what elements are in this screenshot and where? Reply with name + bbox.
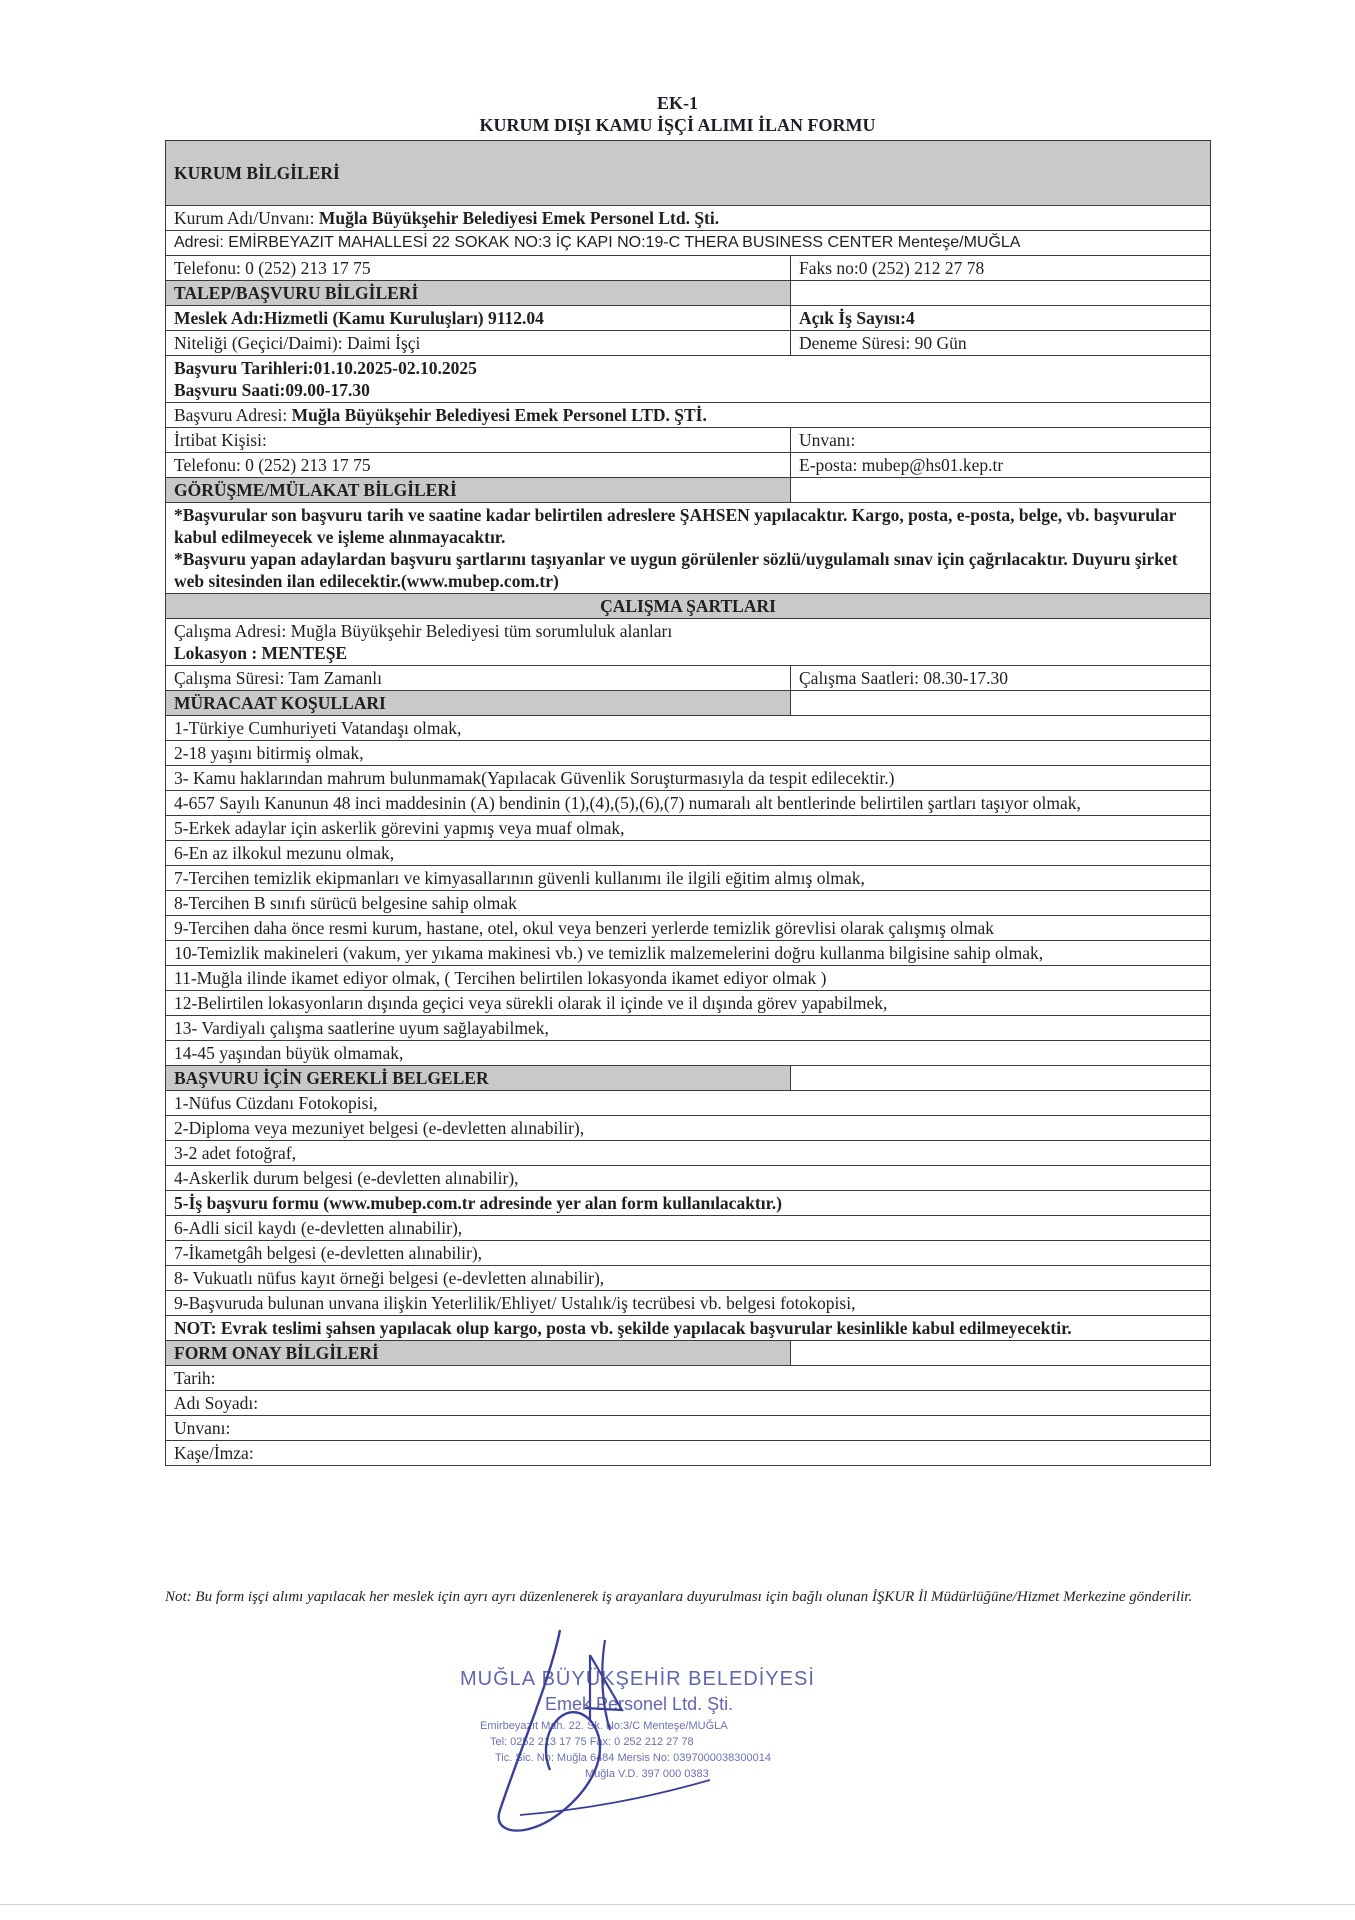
basvuru-tarihleri: Başvuru Tarihleri:01.10.2025-02.10.2025 (174, 358, 477, 378)
meslek-adi: Meslek Adı:Hizmetli (Kamu Kuruluşları) 9112.04 (166, 306, 791, 331)
muracaat-item: 11-Muğla ilinde ikamet ediyor olmak, ( Tercihen belirtilen lokasyonda ikamet ediyor olmak ) (166, 966, 1211, 991)
stamp-line-3: Emirbeyazıt Mah. 22. Sk. No:3/C Menteşe/MUĞLA (480, 1720, 728, 1732)
basvuru-saati: Başvuru Saati:09.00-17.30 (174, 380, 370, 400)
calisma-suresi: Çalışma Süresi: Tam Zamanlı (166, 666, 791, 691)
acik-is-sayisi: Açık İş Sayısı:4 (791, 306, 1211, 331)
section-talep-blank (791, 281, 1211, 306)
muracaat-item: 4-657 Sayılı Kanunun 48 inci maddesinin (A) bendinin (1),(4),(5),(6),(7) numaralı alt bentlerinde belirtilen şartları taşıyor olmak, (166, 791, 1211, 816)
kurum-name-label: Kurum Adı/Unvanı: (174, 208, 319, 228)
gorusme-text-1: *Başvurular son başvuru tarih ve saatine kadar belirtilen adreslere ŞAHSEN yapılacaktır. Kargo, posta, e-posta, belge, vb. başvurular kabul edilmeyecek ve işleme alınmayacaktır. (174, 505, 1177, 547)
calisma-saatleri: Çalışma Saatleri: 08.30-17.30 (791, 666, 1211, 691)
section-belgeler-heading: BAŞVURU İÇİN GEREKLİ BELGELER (166, 1066, 791, 1091)
stamp-line-2: Emek Personel Ltd. Şti. (545, 1694, 734, 1714)
stamp-line-4: Tel: 0252 213 17 75 Fax: 0 252 212 27 78 (490, 1736, 694, 1748)
stamp-line-6: Muğla V.D. 397 000 0383 (585, 1768, 709, 1780)
belge-item: 8- Vukuatlı nüfus kayıt örneği belgesi (e-devletten alınabilir), (166, 1266, 1211, 1291)
belge-item: 6-Adli sicil kaydı (e-devletten alınabilir), (166, 1216, 1211, 1241)
kurum-fax: Faks no:0 (252) 212 27 78 (791, 256, 1211, 281)
annex-label: EK-1 (656, 93, 698, 113)
irtibat-kisisi: İrtibat Kişisi: (166, 428, 791, 453)
section-talep-heading: TALEP/BAŞVURU BİLGİLERİ (166, 281, 791, 306)
niteligi: Niteliği (Geçici/Daimi): Daimi İşçi (166, 331, 791, 356)
belge-item: 2-Diploma veya mezuniyet belgesi (e-devletten alınabilir), (166, 1116, 1211, 1141)
gorusme-text (166, 503, 1211, 594)
kurum-phone: Telefonu: 0 (252) 213 17 75 (166, 256, 791, 281)
page-bottom-rule (0, 1904, 1355, 1905)
basvuru-adresi-label: Başvuru Adresi: (174, 405, 292, 425)
belge-item: 7-İkametgâh belgesi (e-devletten alınabilir), (166, 1241, 1211, 1266)
muracaat-item: 5-Erkek adaylar için askerlik görevini yapmış veya muaf olmak, (166, 816, 1211, 841)
section-kurum-heading: KURUM BİLGİLERİ (166, 141, 1211, 206)
belge-item: 3-2 adet fotoğraf, (166, 1141, 1211, 1166)
calisma-adresi: Çalışma Adresi: Muğla Büyükşehir Belediyesi tüm sorumluluk alanları (174, 621, 673, 641)
document-header (0, 92, 1355, 136)
muracaat-item: 13- Vardiyalı çalışma saatlerine uyum sağlayabilmek, (166, 1016, 1211, 1041)
irtibat-telefon: Telefonu: 0 (252) 213 17 75 (166, 453, 791, 478)
form-title: KURUM DIŞI KAMU İŞÇİ ALIMI İLAN FORMU (479, 115, 876, 135)
irtibat-unvani: Unvanı: (791, 428, 1211, 453)
belgeler-note: NOT: Evrak teslimi şahsen yapılacak olup kargo, posta vb. şekilde yapılacak başvurular kesinlikle kabul edilmeyecektir. (166, 1316, 1211, 1341)
belge-item: 5-İş başvuru formu (www.mubep.com.tr adresinde yer alan form kullanılacaktır.) (166, 1191, 1211, 1216)
belge-item: 4-Askerlik durum belgesi (e-devletten alınabilir), (166, 1166, 1211, 1191)
kurum-name-value: Muğla Büyükşehir Belediyesi Emek Personel Ltd. Şti. (318, 208, 720, 228)
stamp-line-5: Tic. Sic. No: Muğla 6484 Mersis No: 0397000038300014 (495, 1752, 771, 1764)
section-calisma-heading: ÇALIŞMA ŞARTLARI (166, 594, 1211, 619)
belge-item: 9-Başvuruda bulunan unvana ilişkin Yeterlilik/Ehliyet/ Ustalık/iş tecrübesi vb. belgesi fotokopisi, (166, 1291, 1211, 1316)
job-posting-form (165, 140, 1211, 1466)
onay-unvani: Unvanı: (166, 1416, 1211, 1441)
muracaat-item: 8-Tercihen B sınıfı sürücü belgesine sahip olmak (166, 891, 1211, 916)
company-stamp-signature (440, 1610, 840, 1840)
section-onay-heading: FORM ONAY BİLGİLERİ (166, 1341, 791, 1366)
section-belgeler-blank (791, 1066, 1211, 1091)
basvuru-adresi-value: Muğla Büyükşehir Belediyesi Emek Personel LTD. ŞTİ. (291, 405, 707, 425)
stamp-line-1: MUĞLA BÜYÜKŞEHİR BELEDİYESİ (460, 1668, 815, 1690)
kurum-address: Adresi: EMİRBEYAZIT MAHALLESİ 22 SOKAK NO:3 İÇ KAPI NO:19-C THERA BUSINESS CENTER Menteşe/MUĞLA (166, 231, 1211, 256)
section-muracaat-blank (791, 691, 1211, 716)
section-muracaat-heading: MÜRACAAT KOŞULLARI (166, 691, 791, 716)
muracaat-item: 10-Temizlik makineleri (vakum, yer yıkama makinesi vb.) ve temizlik malzemelerini doğru kullanma bilgisine sahip olmak, (166, 941, 1211, 966)
lokasyon: Lokasyon : MENTEŞE (174, 643, 348, 663)
muracaat-item: 1-Türkiye Cumhuriyeti Vatandaşı olmak, (166, 716, 1211, 741)
muracaat-item: 6-En az ilkokul mezunu olmak, (166, 841, 1211, 866)
deneme-suresi: Deneme Süresi: 90 Gün (791, 331, 1211, 356)
muracaat-item: 9-Tercihen daha önce resmi kurum, hastane, otel, okul veya benzeri yerlerde temizlik görevlisi olarak çalışmış olmak (166, 916, 1211, 941)
section-gorusme-heading: GÖRÜŞME/MÜLAKAT BİLGİLERİ (166, 478, 791, 503)
calisma-adres-lokasyon (166, 619, 1211, 666)
footnote: Not: Bu form işçi alımı yapılacak her meslek için ayrı ayrı düzenlenerek iş arayanlara duyurulması için bağlı olunan İŞKUR İl Müdürlüğüne/Hizmet Merkezine gönderilir. (165, 1589, 1193, 1605)
muracaat-item: 14-45 yaşından büyük olmamak, (166, 1041, 1211, 1066)
basvuru-tarih-saat (166, 356, 1211, 403)
onay-adi-soyadi: Adı Soyadı: (166, 1391, 1211, 1416)
irtibat-eposta: E-posta: mubep@hs01.kep.tr (791, 453, 1211, 478)
muracaat-item: 2-18 yaşını bitirmiş olmak, (166, 741, 1211, 766)
kurum-name-row (166, 206, 1211, 231)
onay-kase-imza: Kaşe/İmza: (166, 1441, 1211, 1466)
onay-tarih: Tarih: (166, 1366, 1211, 1391)
muracaat-item: 7-Tercihen temizlik ekipmanları ve kimyasallarının güvenli kullanımı ile ilgili eğitim almış olmak, (166, 866, 1211, 891)
section-gorusme-blank (791, 478, 1211, 503)
basvuru-adresi-row (166, 403, 1211, 428)
muracaat-item: 3- Kamu haklarından mahrum bulunmamak(Yapılacak Güvenlik Soruşturmasıyla da tespit edilecektir.) (166, 766, 1211, 791)
section-onay-blank (791, 1341, 1211, 1366)
belge-item: 1-Nüfus Cüzdanı Fotokopisi, (166, 1091, 1211, 1116)
gorusme-text-2: *Başvuru yapan adaylardan başvuru şartlarını taşıyanlar ve uygun görülenler sözlü/uygulamalı sınav için çağrılacaktır. Duyuru şirket web sitesinden ilan edilecektir.(www.mubep.com.tr) (174, 549, 1178, 591)
muracaat-item: 12-Belirtilen lokasyonların dışında geçici veya sürekli olarak il içinde ve il dışında görev yapabilmek, (166, 991, 1211, 1016)
